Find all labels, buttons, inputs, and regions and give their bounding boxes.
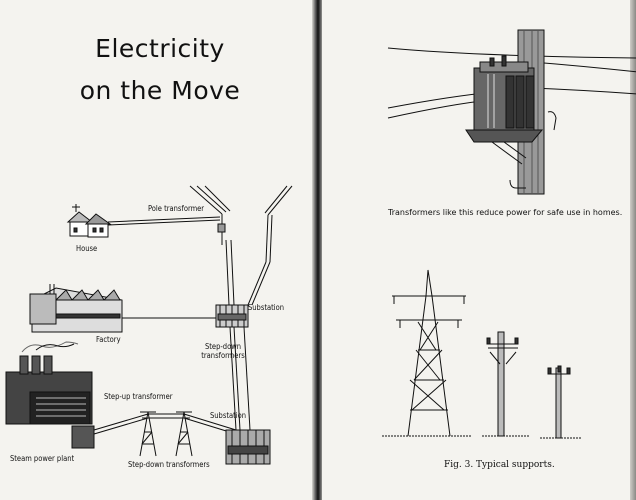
substation-lower-drawing [226,430,270,464]
power-plant-drawing [6,342,94,448]
label-substation-lower: Substation [210,411,247,420]
substation-upper-drawing [216,305,248,327]
transformer-caption: Transformers like this reduce power for safe use in homes. [388,208,623,217]
house-drawing [68,204,110,237]
label-step-down-transformers-bottom: Step-down transformers [128,460,210,469]
label-step-down-transformers-right-line-1: Step-down [204,342,241,351]
page-title-line-1: Electricity [95,34,225,63]
electricity-distribution-illustration [0,0,314,500]
lattice-tower-drawing [382,270,472,436]
label-step-down-transformers-right-line-2: transformers [201,351,245,360]
label-factory: Factory [96,335,121,344]
label-substation-upper: Substation [248,303,285,312]
transformer-and-supports-illustrations [322,0,636,500]
page-title-line-2: on the Move [79,76,241,105]
right-page [322,0,636,500]
tower-left-drawing [140,412,156,456]
wooden-pole-short-drawing [540,366,582,438]
left-page [0,0,314,500]
tower-right-drawing [176,412,192,456]
label-house: House [76,244,98,253]
wooden-pole-tall-drawing [482,332,530,436]
label-steam-power-plant: Steam power plant [10,454,75,463]
label-pole-transformer: Pole transformer [148,204,205,213]
factory-drawing [30,284,122,332]
label-step-up-transformer: Step-up transformer [104,392,173,401]
figure-caption: Fig. 3. Typical supports. [444,460,555,470]
